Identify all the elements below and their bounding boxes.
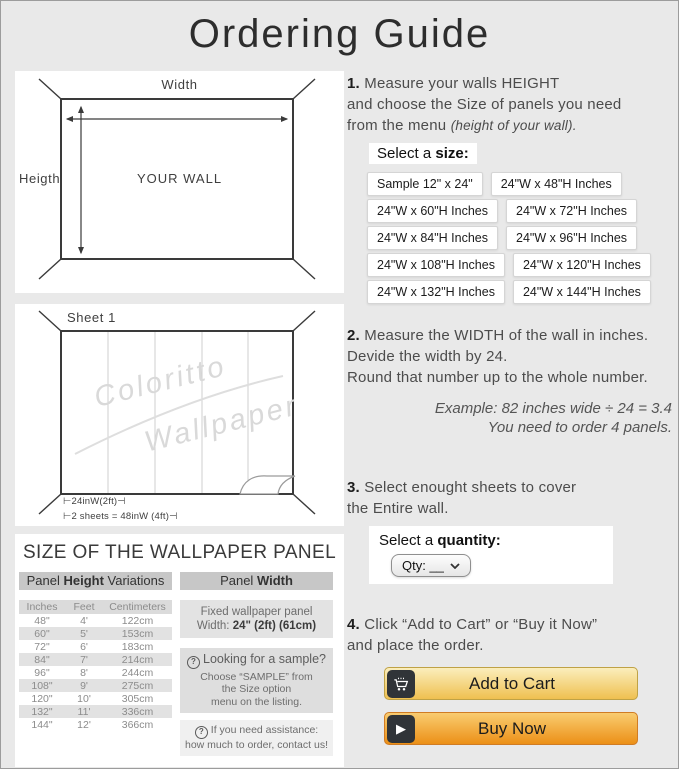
panel-width-header: Panel Width [180,572,333,590]
step-2-text: 2. Measure the WIDTH of the wall in inches. Devide the width by 24. Round that number up to the whole number. [347,327,649,386]
step-4-text: 4. Click “Add to Cart” or “Buy it Now” and place the order. [347,616,598,654]
size-option-button[interactable]: 24"W x 144"H Inches [513,280,651,304]
width-label: Width [161,77,198,92]
size-option-button[interactable]: 24"W x 84"H Inches [367,226,498,250]
size-option-button[interactable]: 24"W x 108"H Inches [367,253,505,277]
table-row: 144" 12' 366cm [31,718,154,731]
height-label: Heigth [19,171,61,186]
two-sheets-measure: ⊢2 sheets = 48inW (4ft)⊣ [63,511,178,522]
size-option-button[interactable]: 24"W x 96"H Inches [506,226,637,250]
table-row: 72" 6' 183cm [34,640,154,653]
sheets-diagram [15,304,344,526]
instructions-column [347,71,679,769]
table-row: 108" 9' 275cm [19,679,172,692]
your-wall-label: YOUR WALL [136,171,223,186]
size-options-grid [367,172,651,307]
select-quantity-label: Select a quantity: [379,532,603,549]
height-variations-header: Panel Height Variations [19,572,172,590]
wall-diagram [15,71,344,293]
buy-now-button[interactable] [384,712,638,745]
table-row: 96" 8' 244cm [34,666,154,679]
chevron-down-icon [450,563,460,569]
height-variations-table [19,614,172,731]
watermark-line2: Wallpaper [141,389,302,459]
size-option-button[interactable]: 24"W x 120"H Inches [513,253,651,277]
sample-info-box: ? Looking for a sample? Choose “SAMPLE” from the Size option menu on the listing. [180,648,333,713]
cart-icon [387,670,415,698]
col-inches: Inches [26,601,58,613]
add-to-cart-label: Add to Cart [469,673,555,693]
size-option-button[interactable]: 24"W x 48"H Inches [491,172,622,196]
table-row: 60" 5' 153cm [19,627,172,640]
table-row: 48" 4' 122cm [34,614,154,627]
panel-width-measure: ⊢24inW(2ft)⊣ [63,496,126,507]
play-icon: ▶ [387,715,415,743]
table-row: 132" 11' 336cm [19,705,172,718]
question-icon: ? [195,726,208,739]
table-row: 84" 7' 214cm [19,653,172,666]
page-title: Ordering Guide [188,11,491,56]
step-1-text: 1. Measure your walls HEIGHT and choose the Size of panels you need from the menu (height of your wall). [347,75,622,134]
fixed-width-box: Fixed wallpaper panel Width: 24" (2ft) (61cm) [180,600,333,638]
col-feet: Feet [73,601,95,613]
example-text: Example: 82 inches wide ÷ 24 = 3.4 You need to order 4 panels. [434,400,672,436]
add-to-cart-button[interactable] [384,667,638,700]
panel-width-info-column [180,600,333,756]
question-icon: ? [187,656,200,669]
table-column-headers [19,600,172,614]
buy-now-label: Buy Now [477,718,547,738]
size-table-title: SIZE OF THE WALLPAPER PANEL [22,542,337,563]
size-option-button[interactable]: Sample 12" x 24" [367,172,483,196]
col-centimeters: Centimeters [109,601,166,613]
size-option-button[interactable]: 24"W x 60"H Inches [367,199,498,223]
select-size-label: Select a size: [369,143,477,164]
size-option-button[interactable]: 24"W x 72"H Inches [506,199,637,223]
panel-size-section [15,534,344,767]
quantity-dropdown[interactable]: Qty: __ [391,554,471,577]
assistance-info-box: ? If you need assistance: how much to order, contact us! [180,720,333,755]
step-3-text: 3. Select enought sheets to cover the Entire wall. [347,479,577,517]
table-row: 120" 10' 305cm [31,692,154,705]
watermark-line1: Coloritto [91,350,230,414]
size-option-button[interactable]: 24"W x 132"H Inches [367,280,505,304]
sheet-label: Sheet 1 [67,310,117,325]
quantity-selector-box [369,526,613,584]
